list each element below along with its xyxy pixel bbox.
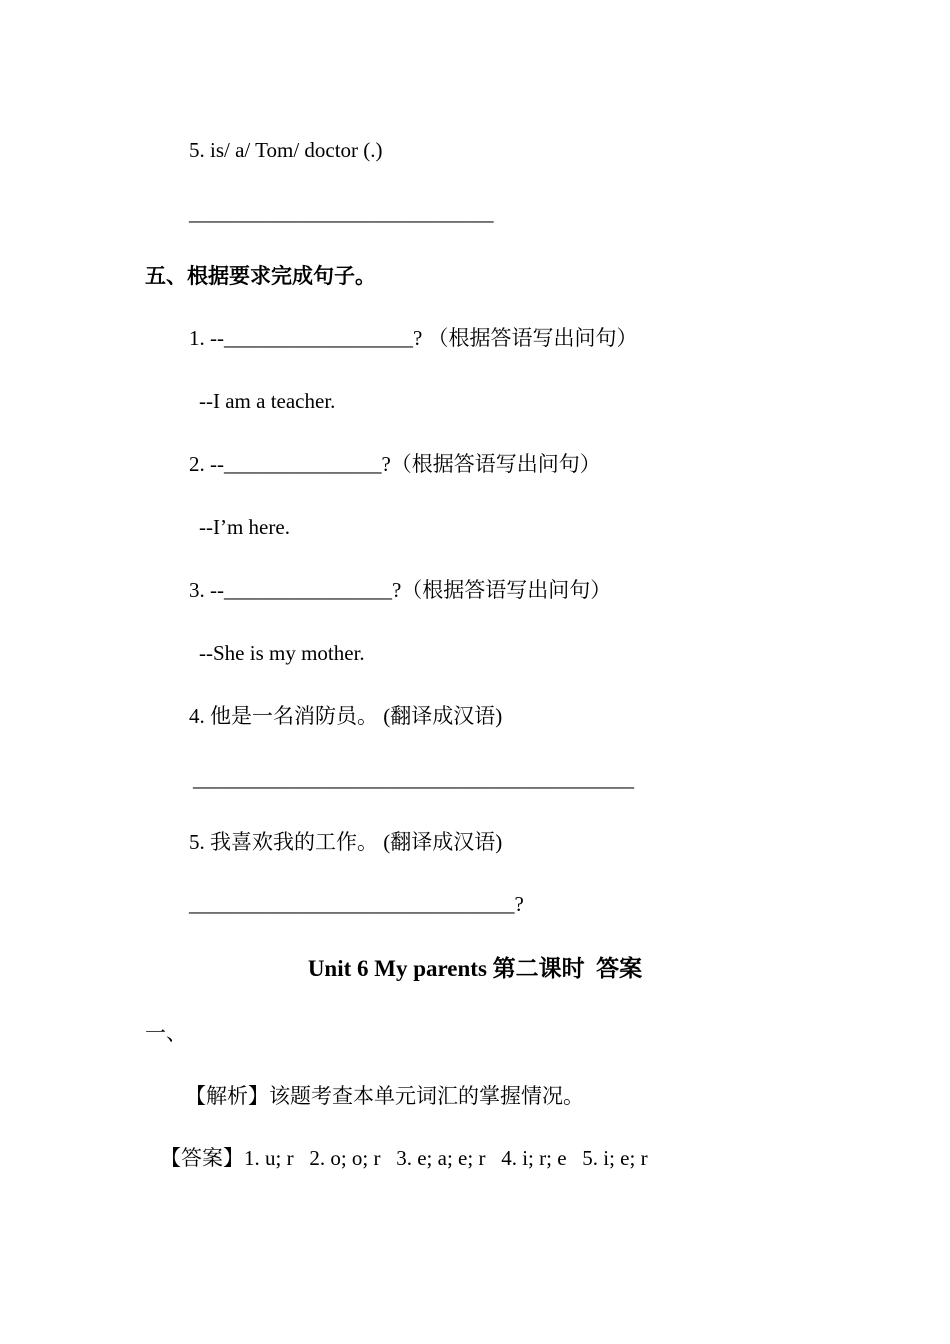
answer-analysis: 【解析】该题考查本单元词汇的掌握情况。: [185, 1084, 584, 1108]
s5-answer-4-blank: __________________________________________: [193, 767, 634, 791]
s5-question-2: 2. --_______________?（根据答语写出问句）: [189, 452, 601, 476]
s5-answer-5-blank: _______________________________?: [189, 892, 524, 916]
answer-part-1-label: 一、: [145, 1021, 187, 1045]
section-5-heading: 五、根据要求完成句子。: [145, 264, 376, 288]
answer-key-line: 【答案】1. u; r 2. o; o; r 3. e; a; e; r 4. i; r; e 5. i; e; r: [160, 1146, 648, 1170]
s5-question-5: 5. 我喜欢我的工作。 (翻译成汉语): [189, 830, 503, 854]
s5-answer-2: --I’m here.: [199, 515, 290, 539]
question-5-answer-blank: _____________________________: [189, 201, 494, 225]
s5-answer-1: --I am a teacher.: [199, 389, 336, 413]
s5-question-1: 1. --__________________? （根据答语写出问句）: [189, 326, 638, 350]
s5-question-4: 4. 他是一名消防员。 (翻译成汉语): [189, 704, 503, 728]
s5-answer-3: --She is my mother.: [199, 641, 365, 665]
s5-question-3: 3. --________________?（根据答语写出问句）: [189, 578, 612, 602]
question-5-prompt: 5. is/ a/ Tom/ doctor (.): [189, 138, 383, 162]
answer-key-title: Unit 6 My parents 第二课时 答案: [307, 956, 643, 981]
